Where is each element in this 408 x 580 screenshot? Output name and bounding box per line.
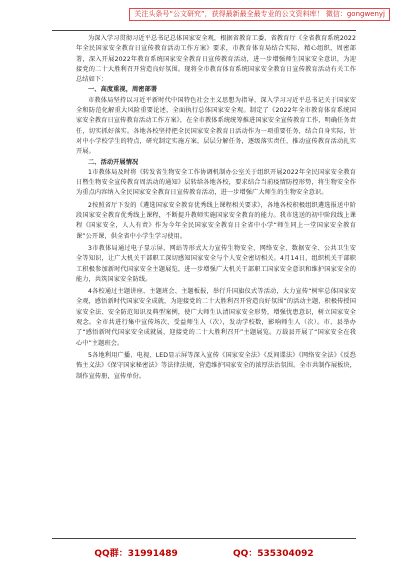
footer-divider xyxy=(52,538,356,539)
footer-qq-number: QQ：535304092 xyxy=(232,549,314,559)
section-heading-2: 二、活动开展情况 xyxy=(88,158,139,166)
intro-paragraph: 为深入学习贯彻习近平总书记总体国家安全观，根据省教育工委、省教育厅《全省教育系统2022年全民国家安全教育日宣传教育活动工作方案》要求，市教育体育局结合实际，精心组织，周密部署，深入开展2022年教育系统国家安全教育日宣传教育活动，进一步增强师生国家安全意识，为迎接党的二十大胜利召开营造良好氛围。现将全市教育体育系统国家安全教育日宣传教育活动有关工作总结如下： xyxy=(76,35,356,84)
section2-paragraph-4: 4各校通过主题讲座、主题班会、主题板报，举行升国旗仪式等活动，大力宣传“树牢总体国家安全观，感悟新时代国家安全成就，为迎接党的二十大胜利召开营造良好氛围”的活动主题，积极传授国家安全法、安全防范知识及典型案例，使广大师生认清国家安全形势，增强忧患意识，树立国家安全观念。全市共进行集中宣传场次，受益师生人（次），发动学校数，影响师生人（次）。市、县举办了“感悟新时代国家安全成就展，迎接党的二十大胜利召开”主题展览。万载县开展了“国家安全在我心中”主题班会。 xyxy=(76,288,356,347)
header-divider xyxy=(52,30,356,31)
document-body xyxy=(76,34,356,382)
footer xyxy=(0,546,408,559)
section1-paragraph: 市教体局坚持以习近平新时代中国特色社会主义思想为指导，深入学习习近平总书记关于国家安全和防范化解重大风险重要论述，全面执行总体国家安全观。制定了《2022年全市教育体育系统国家安全教育日宣传教育活动工作方案》，在全市教体系统统筹推进国家安全宣传教育工作，明确任务责任，切实抓好落实。各地各校坚持把全民国家安全教育日活动作为一项重要任务，结合自身实际，针对中小学校学生的特点，研究制定实施方案，层层分解任务，逐级落实责任，推动宣传教育活动扎实开展。 xyxy=(76,96,356,156)
section2-paragraph-2: 2按照省厅下发的《遴选国家安全教育优秀线上课程相关要求》，各地各校积极组织遴选报送中阶段国家安全教育优秀线上课程，不断提升教师实施国家安全教育的能力。我市选送的初中阶段线上课程《国家安全，人人有责》作为今年全民国家安全教育日全省中小学“师生同上一堂国家安全教育课”公开课，供全省中小学生学习使用。 xyxy=(76,201,356,240)
section2-paragraph-3: 3市教体局通过电子显示屏、网站等形式大力宣传生物安全、网络安全、数据安全、公共卫生安全等知识，让广大机关干部职工深切感知国家安全与个人安全密切相关。4月14日，组织机关干部职工积极参加新时代国家安全主题展览，进一步增强广大机关干部职工国家安全意识和维护国家安全的能力，共筑国家安全防线。 xyxy=(76,244,356,283)
section2-paragraph-5: 5各地利用广播、电视、LED显示屏等深入宣传《国家安全法》《反间谍法》《网络安全法》《反恐怖主义法》《保守国家秘密法》等法律法规，营造维护国家安全的浓厚法治氛围。全市共制作展板块，制作宣传册，宣传单份。 xyxy=(76,351,356,380)
section2-paragraph-1: 1市教体局及时将《转发省生物安全工作协调机制办公室关于组织开展2022年全民国家安全教育日暨生物安全宣传教育周活动的通知》层转给各地各校，要求结合当前疫情防控形势，将生物安全作为重点内容纳入全民国家安全教育日宣传教育活动，进一步增强广大师生的生物安全意识。 xyxy=(76,168,356,197)
footer-qq-group: QQ群：31991489 xyxy=(94,549,178,559)
header-banner: 关注头条号“公文研究”，获得最新最全最专业的公文资料库！ 微信：gongwenyj xyxy=(129,8,390,21)
section-heading-1: 一、高度重视，周密部署 xyxy=(88,86,158,94)
